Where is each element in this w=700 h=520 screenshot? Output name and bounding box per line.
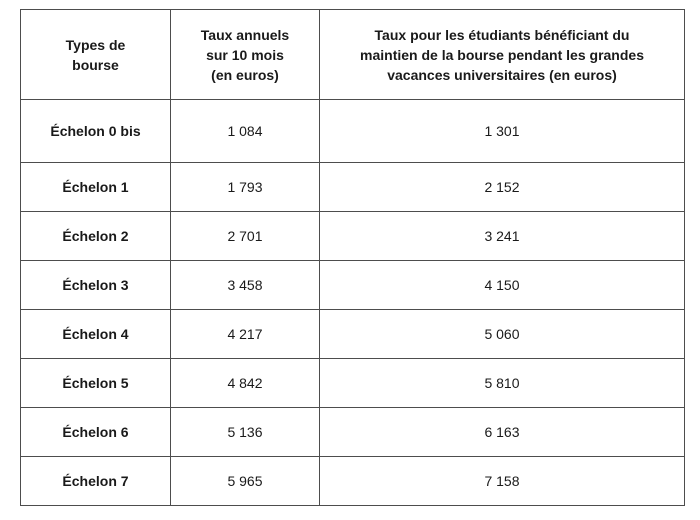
table-row — [21, 457, 685, 506]
header-line: Types de — [65, 36, 126, 53]
table-row — [21, 359, 685, 408]
cell-annual-rate: 1 793 — [171, 163, 320, 212]
cell-summer-rate: 2 152 — [320, 163, 685, 212]
cell-type: Échelon 2 — [21, 212, 171, 261]
cell-summer-rate: 3 241 — [320, 212, 685, 261]
table-row — [21, 163, 685, 212]
cell-type: Échelon 5 — [21, 359, 171, 408]
cell-summer-rate: 5 060 — [320, 310, 685, 359]
table-row — [21, 100, 685, 163]
table-row — [21, 310, 685, 359]
cell-type: Échelon 4 — [21, 310, 171, 359]
header-types-de-bourse — [21, 10, 171, 100]
header-line: Taux annuels — [200, 26, 290, 43]
cell-annual-rate: 1 084 — [171, 100, 320, 163]
header-line: Taux pour les étudiants bénéficiant du — [374, 26, 630, 43]
table-header-row — [21, 10, 685, 100]
cell-type: Échelon 7 — [21, 457, 171, 506]
header-line: sur 10 mois — [206, 46, 284, 63]
cell-annual-rate: 3 458 — [171, 261, 320, 310]
cell-summer-rate: 7 158 — [320, 457, 685, 506]
header-line: vacances universitaires (en euros) — [387, 66, 617, 83]
cell-annual-rate: 4 217 — [171, 310, 320, 359]
cell-annual-rate: 4 842 — [171, 359, 320, 408]
cell-summer-rate: 4 150 — [320, 261, 685, 310]
table-row — [21, 408, 685, 457]
table-row — [21, 261, 685, 310]
table-row — [21, 212, 685, 261]
header-line: (en euros) — [211, 66, 279, 83]
header-line: maintien de la bourse pendant les grandes — [360, 46, 644, 63]
cell-type: Échelon 0 bis — [21, 100, 171, 163]
header-line: bourse — [72, 56, 119, 73]
cell-annual-rate: 5 136 — [171, 408, 320, 457]
cell-type: Échelon 6 — [21, 408, 171, 457]
header-taux-maintien-bourse — [320, 10, 685, 100]
cell-summer-rate: 5 810 — [320, 359, 685, 408]
cell-type: Échelon 3 — [21, 261, 171, 310]
cell-annual-rate: 2 701 — [171, 212, 320, 261]
cell-annual-rate: 5 965 — [171, 457, 320, 506]
cell-summer-rate: 1 301 — [320, 100, 685, 163]
cell-summer-rate: 6 163 — [320, 408, 685, 457]
scholarship-rates-table — [20, 9, 685, 506]
header-taux-annuels — [171, 10, 320, 100]
cell-type: Échelon 1 — [21, 163, 171, 212]
